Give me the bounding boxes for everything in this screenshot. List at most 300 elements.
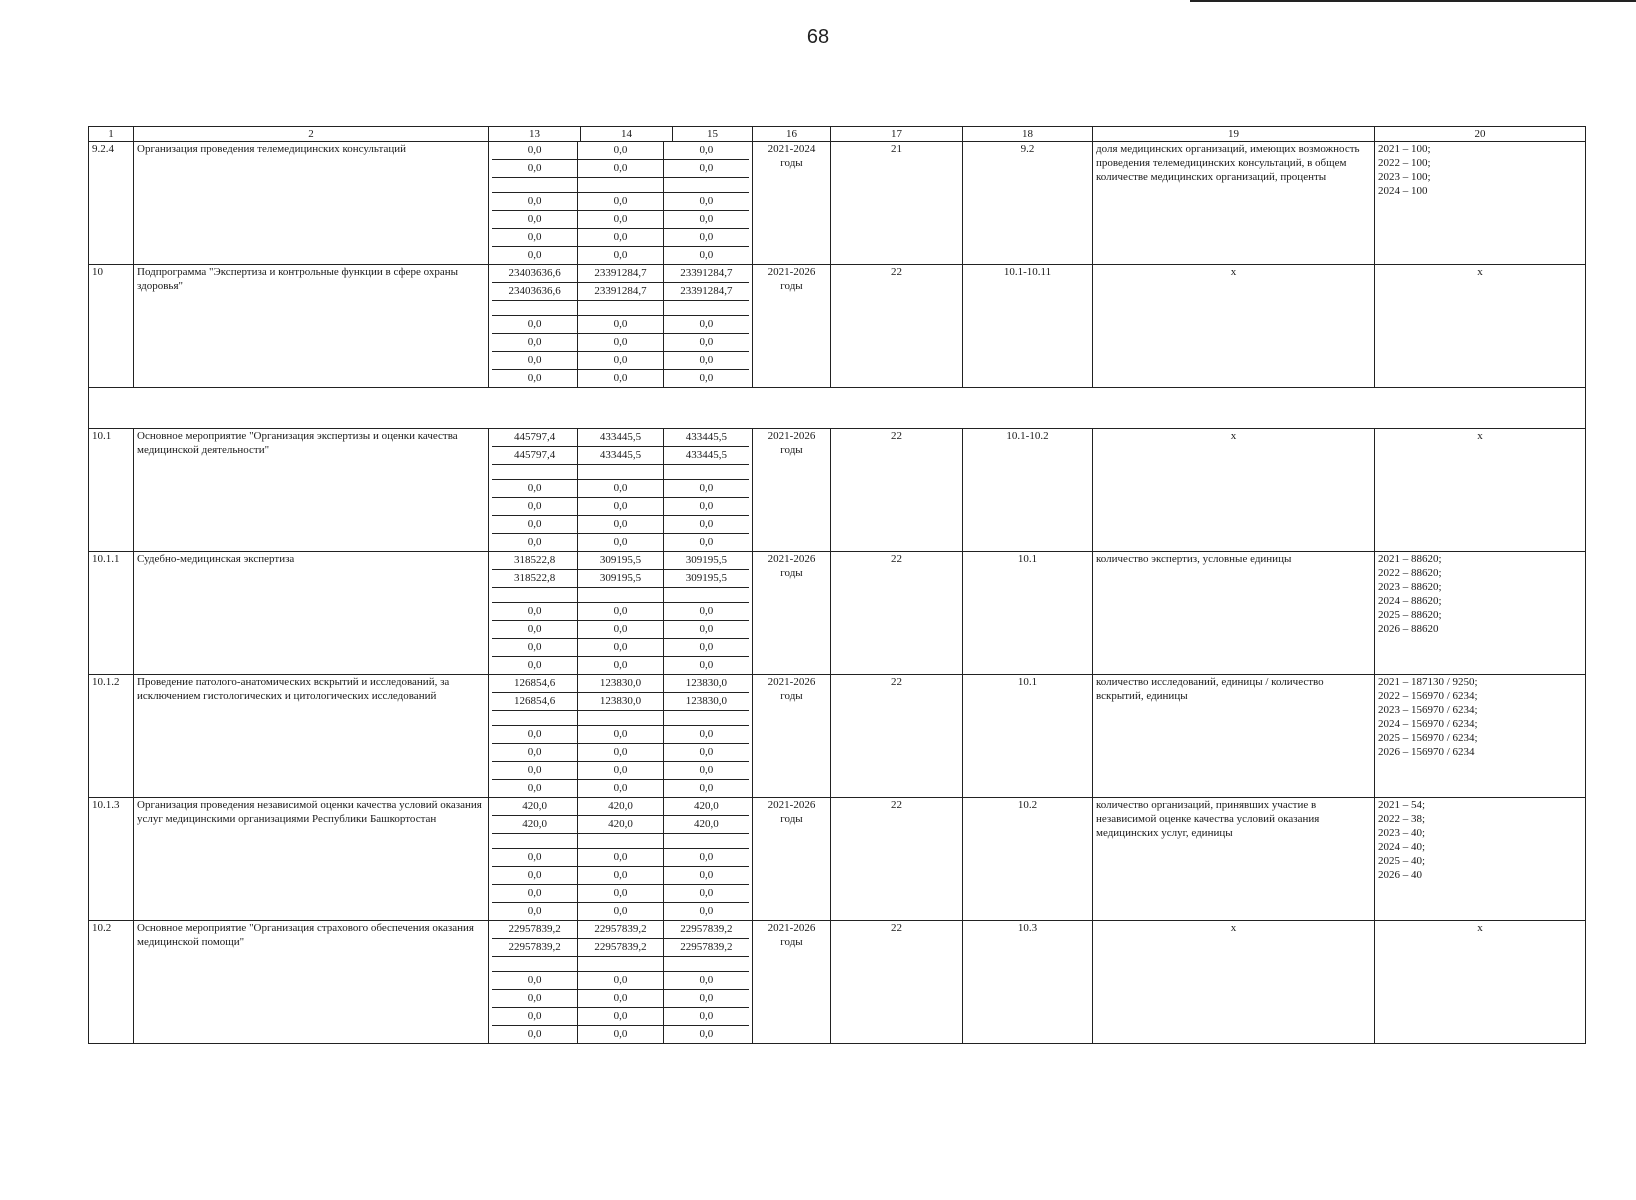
- funding-blank: [663, 711, 749, 726]
- indicator-description: количество организаций, принявших участие в независимой оценке качества условий оказания медицинских услуг, единицы: [1093, 798, 1375, 921]
- funding-blank: [492, 834, 578, 849]
- column-header: 16: [753, 127, 831, 142]
- period-cell: [753, 429, 831, 552]
- period-cell: [753, 921, 831, 1044]
- funding-value: 0,0: [578, 193, 664, 211]
- table-row: [89, 921, 1586, 1044]
- funding-value: 309195,5: [578, 552, 664, 570]
- target-line: 2024 – 156970 / 6234;: [1378, 718, 1478, 730]
- target-line: 2026 – 88620: [1378, 623, 1439, 635]
- column-header-row: [89, 127, 1586, 142]
- funding-row: [492, 657, 749, 675]
- funding-value: 0,0: [492, 316, 578, 334]
- target-line: 2022 – 88620;: [1378, 567, 1442, 579]
- funding-value: 22957839,2: [578, 921, 664, 939]
- funding-value: 0,0: [663, 972, 749, 990]
- funding-value: 0,0: [492, 903, 578, 921]
- funding-value: 0,0: [663, 229, 749, 247]
- column-17-value: 22: [831, 265, 963, 388]
- funding-value: 0,0: [492, 780, 578, 798]
- indicator-targets: [1375, 675, 1586, 798]
- target-line: x: [1477, 922, 1483, 934]
- indicator-targets: [1375, 142, 1586, 265]
- funding-value: 420,0: [578, 798, 664, 816]
- period-line: годы: [780, 157, 803, 169]
- funding-value: 0,0: [578, 780, 664, 798]
- funding-value: 0,0: [492, 1026, 578, 1044]
- column-header: 18: [963, 127, 1093, 142]
- funding-blank: [492, 957, 578, 972]
- indicator-description: количество исследований, единицы / количество вскрытий, единицы: [1093, 675, 1375, 798]
- column-header: 15: [673, 127, 753, 142]
- funding-value: 123830,0: [578, 675, 664, 693]
- funding-value: 22957839,2: [492, 921, 578, 939]
- target-line: 2023 – 40;: [1378, 827, 1426, 839]
- funding-value: 0,0: [578, 726, 664, 744]
- funding-value: 318522,8: [492, 570, 578, 588]
- target-line: x: [1477, 266, 1483, 278]
- period-line: годы: [780, 690, 803, 702]
- row-number: 10.1: [89, 429, 134, 552]
- program-table: [88, 126, 1586, 1044]
- funding-subtable: [492, 552, 749, 674]
- funding-blank: [663, 588, 749, 603]
- funding-values: [489, 675, 753, 798]
- funding-value: 126854,6: [492, 693, 578, 711]
- funding-row: [492, 990, 749, 1008]
- indicator-description: количество экспертиз, условные единицы: [1093, 552, 1375, 675]
- funding-value: 0,0: [663, 516, 749, 534]
- funding-row: [492, 516, 749, 534]
- funding-row: [492, 693, 749, 711]
- funding-spacer: [492, 301, 749, 316]
- period-line: 2021-2024: [767, 143, 816, 155]
- target-line: 2024 – 100: [1378, 185, 1428, 197]
- funding-row: [492, 744, 749, 762]
- indicator-description: x: [1093, 429, 1375, 552]
- funding-row: [492, 1026, 749, 1044]
- funding-row: [492, 447, 749, 465]
- funding-value: 0,0: [663, 744, 749, 762]
- target-line: 2025 – 40;: [1378, 855, 1426, 867]
- funding-row: [492, 1008, 749, 1026]
- funding-spacer: [492, 957, 749, 972]
- funding-value: 0,0: [699, 536, 714, 548]
- funding-value: 0,0: [578, 885, 664, 903]
- funding-row: [492, 552, 749, 570]
- column-17-value: 22: [831, 429, 963, 552]
- funding-blank: [492, 588, 578, 603]
- period-cell: [753, 675, 831, 798]
- funding-row: [492, 675, 749, 693]
- funding-value: 0,0: [492, 160, 578, 178]
- funding-value: 0,0: [578, 352, 664, 370]
- funding-value: 22957839,2: [492, 939, 578, 957]
- funding-value: 0,0: [663, 211, 749, 229]
- funding-row: [492, 726, 749, 744]
- funding-value: 0,0: [578, 849, 664, 867]
- funding-blank: [578, 301, 664, 316]
- funding-value: 22957839,2: [663, 921, 749, 939]
- funding-row: [492, 160, 749, 178]
- funding-value: 0,0: [578, 498, 664, 516]
- funding-row: [492, 603, 749, 621]
- funding-value: 0,0: [663, 849, 749, 867]
- funding-value: 123830,0: [663, 675, 749, 693]
- funding-value: 0,0: [663, 726, 749, 744]
- funding-blank: [663, 178, 749, 193]
- funding-value: 445797,4: [492, 447, 578, 465]
- funding-row: [492, 142, 749, 160]
- funding-value: 309195,5: [663, 570, 749, 588]
- row-name: Организация проведения телемедицинских консультаций: [134, 142, 489, 265]
- funding-value: 0,0: [699, 1028, 714, 1040]
- funding-value: 0,0: [699, 659, 714, 671]
- funding-value: 0,0: [578, 480, 664, 498]
- funding-blank: [578, 834, 664, 849]
- funding-value: 0,0: [492, 1008, 578, 1026]
- funding-value: 23391284,7: [578, 283, 664, 301]
- funding-values: [489, 265, 753, 388]
- funding-row: [492, 972, 749, 990]
- funding-value: 0,0: [663, 1008, 749, 1026]
- target-line: 2025 – 88620;: [1378, 609, 1442, 621]
- column-18-value: 10.1-10.2: [963, 429, 1093, 552]
- funding-value: 0,0: [578, 1008, 664, 1026]
- funding-row: [492, 193, 749, 211]
- funding-value: 23403636,6: [492, 283, 578, 301]
- funding-blank: [492, 178, 578, 193]
- funding-value: 0,0: [492, 603, 578, 621]
- column-18-value: 10.2: [963, 798, 1093, 921]
- funding-value: 0,0: [578, 160, 664, 178]
- funding-value: 0,0: [492, 990, 578, 1008]
- funding-value: 433445,5: [578, 447, 664, 465]
- funding-blank: [492, 711, 578, 726]
- funding-value: 0,0: [663, 334, 749, 352]
- funding-value: 0,0: [492, 534, 578, 552]
- funding-value: 0,0: [492, 211, 578, 229]
- funding-value: 420,0: [663, 816, 749, 834]
- target-line: 2026 – 40: [1378, 869, 1422, 881]
- funding-blank: [663, 957, 749, 972]
- funding-value: 420,0: [492, 798, 578, 816]
- funding-value: 0,0: [578, 516, 664, 534]
- period-line: годы: [780, 813, 803, 825]
- funding-value: 420,0: [578, 816, 664, 834]
- funding-row: [492, 229, 749, 247]
- period-line: 2021-2026: [767, 553, 816, 565]
- funding-row: [492, 762, 749, 780]
- funding-row: [492, 621, 749, 639]
- row-name: Подпрограмма "Экспертиза и контрольные функции в сфере охраны здоровья": [134, 265, 489, 388]
- target-line: 2023 – 100;: [1378, 171, 1431, 183]
- period-line: годы: [780, 444, 803, 456]
- target-line: 2021 – 54;: [1378, 799, 1426, 811]
- funding-spacer: [492, 711, 749, 726]
- funding-value: 0,0: [492, 247, 578, 265]
- funding-value: 0,0: [492, 849, 578, 867]
- funding-blank: [663, 834, 749, 849]
- period-cell: [753, 265, 831, 388]
- column-17-value: 21: [831, 142, 963, 265]
- period-cell: [753, 142, 831, 265]
- funding-row: [492, 816, 749, 834]
- column-17-value: 22: [831, 552, 963, 675]
- indicator-targets: [1375, 429, 1586, 552]
- indicator-targets: [1375, 921, 1586, 1044]
- funding-blank: [663, 301, 749, 316]
- funding-value: 0,0: [492, 762, 578, 780]
- funding-value: 0,0: [492, 744, 578, 762]
- funding-value: 0,0: [492, 885, 578, 903]
- column-17-value: 22: [831, 675, 963, 798]
- funding-value: 0,0: [699, 372, 714, 384]
- funding-value: 0,0: [492, 972, 578, 990]
- funding-row: [492, 247, 749, 265]
- funding-values: [489, 552, 753, 675]
- funding-values: [489, 142, 753, 265]
- funding-row: [492, 211, 749, 229]
- funding-value: 0,0: [663, 621, 749, 639]
- funding-blank: [663, 465, 749, 480]
- period-line: годы: [780, 936, 803, 948]
- period-line: годы: [780, 280, 803, 292]
- funding-subtable: [492, 798, 749, 920]
- funding-spacer: [492, 178, 749, 193]
- funding-row: [492, 939, 749, 957]
- funding-value: 0,0: [663, 762, 749, 780]
- funding-row: [492, 429, 749, 447]
- funding-row: [492, 480, 749, 498]
- funding-value: 23403636,6: [492, 265, 578, 283]
- funding-blank: [492, 301, 578, 316]
- funding-row: [492, 885, 749, 903]
- funding-row: [492, 903, 749, 921]
- funding-values: [489, 921, 753, 1044]
- funding-row: [492, 921, 749, 939]
- funding-blank: [578, 178, 664, 193]
- column-header: 2: [134, 127, 489, 142]
- funding-value: 0,0: [492, 867, 578, 885]
- row-name: Основное мероприятие "Организация страхового обеспечения оказания медицинской помощи": [134, 921, 489, 1044]
- separator-row: [89, 388, 1586, 429]
- row-name: Организация проведения независимой оценки качества условий оказания услуг медицинскими организациями Республики Башкортостан: [134, 798, 489, 921]
- indicator-description: x: [1093, 921, 1375, 1044]
- funding-value: 23391284,7: [578, 265, 664, 283]
- funding-value: 445797,4: [492, 429, 578, 447]
- funding-value: 0,0: [492, 480, 578, 498]
- funding-value: 0,0: [578, 657, 664, 675]
- funding-value: 123830,0: [663, 693, 749, 711]
- target-line: x: [1477, 430, 1483, 442]
- period-line: 2021-2026: [767, 799, 816, 811]
- funding-row: [492, 780, 749, 798]
- funding-value: 0,0: [492, 142, 578, 160]
- target-line: 2022 – 100;: [1378, 157, 1431, 169]
- funding-subtable: [492, 921, 749, 1043]
- funding-spacer: [492, 588, 749, 603]
- funding-value: 0,0: [699, 782, 714, 794]
- funding-value: 0,0: [663, 639, 749, 657]
- funding-value: 0,0: [663, 352, 749, 370]
- indicator-targets: [1375, 552, 1586, 675]
- table-row: [89, 142, 1586, 265]
- funding-value: 126854,6: [492, 675, 578, 693]
- target-line: 2023 – 88620;: [1378, 581, 1442, 593]
- target-line: 2021 – 88620;: [1378, 553, 1442, 565]
- period-line: 2021-2026: [767, 922, 816, 934]
- funding-value: 0,0: [578, 1026, 664, 1044]
- column-header: 13: [489, 127, 581, 142]
- funding-value: 0,0: [663, 316, 749, 334]
- period-line: 2021-2026: [767, 676, 816, 688]
- funding-value: 0,0: [578, 972, 664, 990]
- period-line: годы: [780, 567, 803, 579]
- funding-value: 309195,5: [663, 552, 749, 570]
- page-number: 68: [806, 26, 830, 48]
- row-number: 9.2.4: [89, 142, 134, 265]
- funding-value: 0,0: [578, 316, 664, 334]
- row-number: 10.2: [89, 921, 134, 1044]
- column-header: 14: [581, 127, 673, 142]
- funding-value: 0,0: [663, 160, 749, 178]
- funding-value: 0,0: [492, 229, 578, 247]
- funding-value: 23391284,7: [663, 283, 749, 301]
- funding-value: 0,0: [578, 867, 664, 885]
- column-17-value: 22: [831, 798, 963, 921]
- indicator-targets: [1375, 798, 1586, 921]
- indicator-description: доля медицинских организаций, имеющих возможность проведения телемедицинских консультаций, в общем количестве медицинских организаций, проценты: [1093, 142, 1375, 265]
- row-name: Проведение патолого-анатомических вскрытий и исследований, за исключением гистологических и цитологических исследований: [134, 675, 489, 798]
- funding-value: 0,0: [492, 516, 578, 534]
- target-line: 2022 – 38;: [1378, 813, 1426, 825]
- funding-value: 0,0: [492, 370, 578, 388]
- funding-row: [492, 570, 749, 588]
- funding-value: 0,0: [578, 762, 664, 780]
- funding-value: 0,0: [663, 885, 749, 903]
- funding-blank: [492, 465, 578, 480]
- funding-value: 0,0: [578, 211, 664, 229]
- funding-value: 433445,5: [663, 447, 749, 465]
- funding-row: [492, 639, 749, 657]
- funding-blank: [578, 711, 664, 726]
- row-name: Основное мероприятие "Организация экспертизы и оценки качества медицинской деятельности": [134, 429, 489, 552]
- column-18-value: 9.2: [963, 142, 1093, 265]
- funding-value: 0,0: [492, 334, 578, 352]
- table-row: [89, 552, 1586, 675]
- funding-blank: [578, 957, 664, 972]
- funding-spacer: [492, 465, 749, 480]
- funding-value: 309195,5: [578, 570, 664, 588]
- funding-value: 420,0: [663, 798, 749, 816]
- column-header: 20: [1375, 127, 1586, 142]
- funding-values: [489, 798, 753, 921]
- indicator-description: x: [1093, 265, 1375, 388]
- table-row: [89, 675, 1586, 798]
- funding-row: [492, 849, 749, 867]
- funding-value: 0,0: [578, 639, 664, 657]
- separator-cell: [89, 388, 1586, 429]
- funding-value: 0,0: [578, 142, 664, 160]
- funding-row: [492, 798, 749, 816]
- target-line: 2022 – 156970 / 6234;: [1378, 690, 1478, 702]
- funding-value: 0,0: [492, 352, 578, 370]
- top-edge-line: [1190, 0, 1636, 2]
- target-line: 2021 – 100;: [1378, 143, 1431, 155]
- column-18-value: 10.3: [963, 921, 1093, 1044]
- funding-blank: [578, 465, 664, 480]
- column-header: 19: [1093, 127, 1375, 142]
- funding-value: 0,0: [578, 247, 664, 265]
- row-number: 10: [89, 265, 134, 388]
- funding-value: 0,0: [699, 249, 714, 261]
- funding-value: 22957839,2: [578, 939, 664, 957]
- funding-subtable: [492, 675, 749, 797]
- funding-value: 0,0: [492, 498, 578, 516]
- funding-row: [492, 283, 749, 301]
- row-name: Судебно-медицинская экспертиза: [134, 552, 489, 675]
- funding-value: 0,0: [578, 334, 664, 352]
- funding-value: 318522,8: [492, 552, 578, 570]
- funding-value: 0,0: [578, 903, 664, 921]
- row-number: 10.1.2: [89, 675, 134, 798]
- funding-value: 0,0: [663, 193, 749, 211]
- column-header: 1: [89, 127, 134, 142]
- funding-row: [492, 534, 749, 552]
- target-line: 2024 – 88620;: [1378, 595, 1442, 607]
- column-18-value: 10.1-10.11: [963, 265, 1093, 388]
- target-line: 2024 – 40;: [1378, 841, 1426, 853]
- period-cell: [753, 798, 831, 921]
- period-line: 2021-2026: [767, 266, 816, 278]
- funding-value: 0,0: [492, 639, 578, 657]
- row-number: 10.1.3: [89, 798, 134, 921]
- funding-row: [492, 265, 749, 283]
- funding-value: 0,0: [663, 498, 749, 516]
- funding-value: 433445,5: [663, 429, 749, 447]
- funding-row: [492, 316, 749, 334]
- funding-row: [492, 334, 749, 352]
- period-line: 2021-2026: [767, 430, 816, 442]
- column-header: 17: [831, 127, 963, 142]
- table-row: [89, 265, 1586, 388]
- row-number: 10.1.1: [89, 552, 134, 675]
- funding-value: 433445,5: [578, 429, 664, 447]
- target-line: 2026 – 156970 / 6234: [1378, 746, 1475, 758]
- period-cell: [753, 552, 831, 675]
- funding-value: 0,0: [578, 229, 664, 247]
- column-18-value: 10.1: [963, 552, 1093, 675]
- funding-value: 23391284,7: [663, 265, 749, 283]
- funding-values: [489, 429, 753, 552]
- target-line: 2025 – 156970 / 6234;: [1378, 732, 1478, 744]
- funding-value: 0,0: [699, 905, 714, 917]
- funding-spacer: [492, 834, 749, 849]
- funding-value: 0,0: [663, 990, 749, 1008]
- funding-row: [492, 370, 749, 388]
- column-17-value: 22: [831, 921, 963, 1044]
- indicator-targets: [1375, 265, 1586, 388]
- funding-subtable: [492, 429, 749, 551]
- target-line: 2021 – 187130 / 9250;: [1378, 676, 1478, 688]
- funding-value: 22957839,2: [663, 939, 749, 957]
- funding-value: 0,0: [663, 867, 749, 885]
- column-18-value: 10.1: [963, 675, 1093, 798]
- funding-value: 0,0: [492, 726, 578, 744]
- funding-value: 0,0: [663, 480, 749, 498]
- funding-subtable: [492, 265, 749, 387]
